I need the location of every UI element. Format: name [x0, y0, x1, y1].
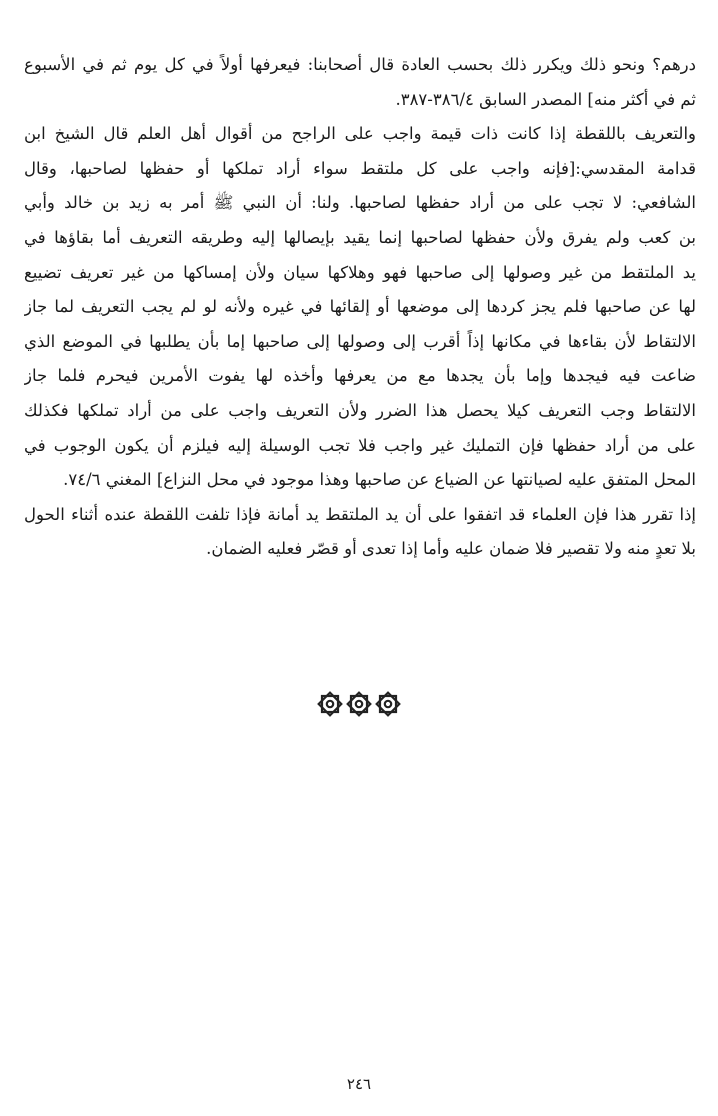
- text-line: على من أراد حفظها فإن التمليك غير واجب فلا تجب الوسيلة إليه فيلزم أن يكون الوجوب في: [24, 435, 696, 455]
- text-line: لها عن صاحبها فلم يجز كردها إلى موضعها أو إلقائها في غيره ولأنه لو لم يجب التعريف لما جاز: [24, 297, 696, 317]
- text-line: ضاعت فيه فيجدها وإما بأن يجدها مع من يعرفها وأخذه لها يفوت الأمرين فيحرم فلما جاز: [24, 366, 696, 386]
- text-line: إذا تقرر هذا فإن العلماء قد اتفقوا على أن يد الملتقط يد أمانة فإذا تلفت اللقطة عنده أثناء الحول: [24, 504, 696, 524]
- text-line: قدامة المقدسي:[فإنه واجب على كل ملتقط سواء أراد تملكها أو حفظها لصاحبها، وقال: [24, 158, 696, 178]
- text-line: الشافعي: لا تجب على من أراد حفظها لصاحبها. ولنا: أن النبي ﷺ أمر به زيد بن خالد وأبي: [24, 193, 696, 213]
- body-text: [24, 48, 696, 567]
- text-line: ثم في أكثر منه] المصدر السابق ٣٨٦/٤-٣٨٧.: [395, 89, 696, 109]
- page-body: [24, 48, 696, 567]
- text-line: يد الملتقط من غير وصولها إلى صاحبها فهو وهلاكها سيان ولأن إمساكها من غير تعريف تضييع: [24, 262, 696, 282]
- text-line: والتعريف باللقطة إذا كانت ذات قيمة واجب على الراجح من أقوال أهل العلم قال الشيخ ابن: [24, 124, 696, 144]
- text-line: الالتقاط لأن بقاءها في مكانها إذاً أقرب إلى وصولها إلى صاحبها إما بأن يطلبها في الموضع الذي: [24, 331, 696, 351]
- text-line: الالتقاط وجب التعريف كيلا يحصل هذا الضرر ولأن التعريف واجب على من أراد تملكها فكذلك: [24, 400, 696, 420]
- section-divider-ornament: [0, 688, 718, 724]
- text-line: درهم؟ ونحو ذلك ويكرر ذلك بحسب العادة قال أصحابنا: فيعرفها أولاً في كل يوم ثم في الأسبوع: [24, 55, 696, 74]
- text-line: المحل المتفق عليه لصيانتها عن الضياع عن صاحبها وهذا موجود في محل النزاع] المغني ٧٤/٦.: [63, 470, 696, 490]
- text-line: بن كعب ولم يفرق ولأن حفظها لصاحبها إنما يقيد بإيصالها إليه وطريقه التعريف أما بقاؤها في: [24, 227, 696, 247]
- text-line: بلا تعدٍ منه ولا تقصير فلا ضمان عليه وأما إذا تعدى أو قصّر فعليه الضمان.: [206, 539, 696, 559]
- ornament-icon: [316, 688, 402, 720]
- page-number: ٢٤٦: [346, 1075, 372, 1093]
